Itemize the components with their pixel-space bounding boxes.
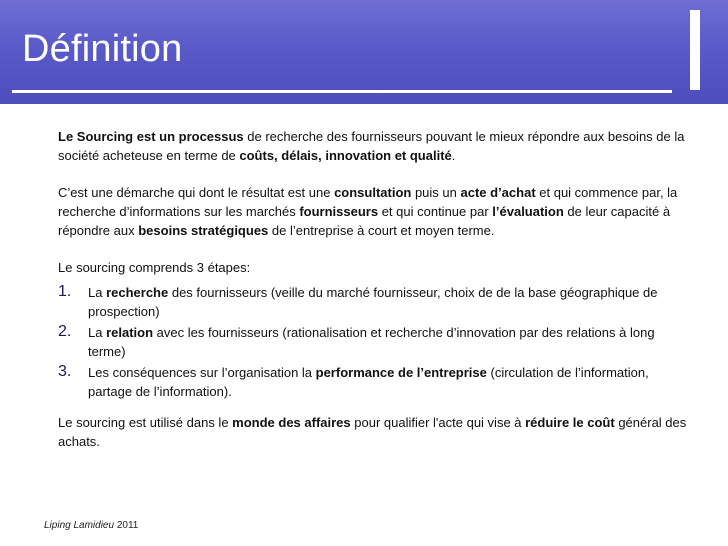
title-bar xyxy=(0,0,728,104)
definition-criteria: coûts, délais, innovation et qualité xyxy=(239,148,452,163)
step-keyword: relation xyxy=(106,325,154,340)
usage-text-2: pour qualifier l'acte qui vise à xyxy=(350,415,526,430)
usage-text-3: général des achats. xyxy=(58,415,687,449)
approach-text-6: de l’entreprise à court et moyen terme. xyxy=(268,223,495,238)
step-number: 3. xyxy=(58,363,72,380)
definition-lead: Le Sourcing est un processus xyxy=(58,129,244,144)
approach-bold-1: consultation xyxy=(334,185,412,200)
step-keyword: recherche xyxy=(106,285,169,300)
approach-text-3: et qui commence par, la recherche d’informations sur les marchés xyxy=(58,185,678,219)
approach-bold-4: l’évaluation xyxy=(492,204,564,219)
list-item xyxy=(58,363,688,401)
footer-year: 2011 xyxy=(114,520,139,531)
step-text-post: (circulation de l’information, partage de l’information). xyxy=(88,365,649,399)
usage-bold-2: réduire le coût xyxy=(525,415,615,430)
step-text-post: des fournisseurs (veille du marché fournisseur, choix de de la base géographique de prospection) xyxy=(88,285,658,319)
step-text-pre: Les conséquences sur l’organisation la xyxy=(88,365,316,380)
steps-list xyxy=(58,283,688,401)
step-text-pre: La xyxy=(88,285,107,300)
definition-end: . xyxy=(451,148,456,163)
approach-bold-2: acte d’achat xyxy=(460,185,536,200)
approach-bold-5: besoins stratégiques xyxy=(138,223,269,238)
steps-intro: Le sourcing comprends 3 étapes: xyxy=(58,260,251,275)
approach-text-5: de leur capacité à répondre aux xyxy=(58,204,671,238)
slide-body xyxy=(58,127,688,469)
usage-paragraph xyxy=(58,413,688,451)
definition-paragraph xyxy=(58,127,688,165)
step-number: 1. xyxy=(58,283,72,300)
definition-text: de recherche des fournisseurs pouvant le mieux répondre aux besoins de la société acheteuse en terme de xyxy=(58,129,685,163)
title-underline xyxy=(12,90,672,93)
list-item xyxy=(58,323,688,361)
approach-text-1: C’est une démarche qui dont le résultat est une xyxy=(58,185,335,200)
title-side-rule xyxy=(690,10,700,90)
step-keyword: performance de l’entreprise xyxy=(315,365,487,380)
footer-author: Liping Lamidieu xyxy=(44,520,115,531)
approach-text-4: et qui continue par xyxy=(378,204,493,219)
usage-text-1: Le sourcing est utilisé dans le xyxy=(58,415,233,430)
step-text-post: avec les fournisseurs (rationalisation et recherche d’innovation par des relations à long terme) xyxy=(88,325,655,359)
page-title: Définition xyxy=(22,28,183,70)
step-text-pre: La xyxy=(88,325,107,340)
approach-text-2: puis un xyxy=(411,185,461,200)
footer-credit xyxy=(44,520,138,531)
approach-paragraph xyxy=(58,183,688,240)
usage-bold-1: monde des affaires xyxy=(232,415,351,430)
approach-bold-3: fournisseurs xyxy=(299,204,379,219)
list-item xyxy=(58,283,688,321)
step-number: 2. xyxy=(58,323,72,340)
